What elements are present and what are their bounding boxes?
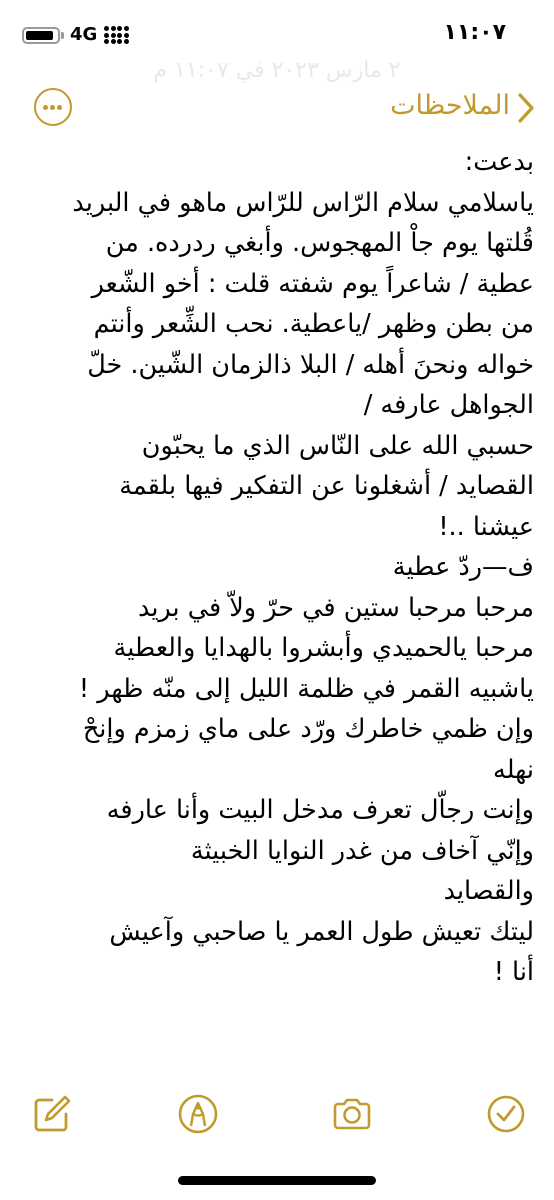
compose-icon[interactable]	[30, 1092, 74, 1136]
note-text-line: خواله ونحنَ أهله / البلا ذالزمان الشّين. خلّ	[87, 349, 534, 380]
camera-icon[interactable]	[330, 1092, 374, 1136]
note-text-line: ياسلامي سلام الرّاس للرّاس ماهو في البريد	[72, 187, 534, 218]
note-text-line: الجواهل عارفه /	[363, 390, 534, 420]
battery-tip	[61, 32, 64, 39]
note-text-line: بدعت:	[464, 147, 534, 177]
network-type: 4G	[70, 24, 98, 45]
note-text-line: ياشبيه القمر في ظلمة الليل إلى منّه ظهر !	[78, 673, 534, 704]
battery-level	[26, 31, 53, 40]
note-text-line: حسبي الله على النّاس الذي ما يحبّون	[141, 430, 534, 461]
status-time: ١١:٠٧	[443, 20, 506, 45]
bottom-toolbar	[0, 1080, 554, 1150]
note-text-line: وإن ظمي خاطرك ورّد على ماي زمزم وإنحْ	[82, 714, 534, 744]
home-indicator[interactable]	[178, 1176, 376, 1185]
note-text-line: قُلتها يوم جاْ المهجوس. وأبغي ردرده. من	[105, 228, 534, 258]
more-options-button[interactable]	[34, 88, 72, 126]
note-date: ٢ مارس ٢٠٢٣ في ١١:٠٧ م	[153, 58, 401, 83]
note-text-line: عطية / شاعراً يوم شفته قلت : أخو الشّعر	[91, 268, 534, 299]
note-text-line: ليتك تعيش طول العمر يا صاحبي وآعيش	[109, 916, 534, 947]
checklist-icon[interactable]	[484, 1092, 528, 1136]
note-body-textarea[interactable]	[24, 142, 534, 1022]
back-button-label[interactable]: الملاحظات	[390, 90, 510, 121]
note-text-line: نهله	[493, 754, 534, 785]
note-text-line: مرحبا يالحميدي وأبشروا بالهدايا والعطية	[113, 633, 534, 663]
nav-bar	[0, 80, 554, 136]
note-text-line: مرحبا مرحبا ستين في حرّ ولاّ في بريد	[137, 592, 534, 623]
signal-strength-icon	[104, 26, 129, 44]
ellipsis-dot	[50, 105, 55, 110]
battery-icon	[22, 27, 60, 44]
ellipsis-circle-icon	[43, 105, 48, 110]
note-text-line: وإنّي آخاف من غدر النوايا الخبيثة	[190, 835, 534, 866]
note-text-line: والقصايد	[443, 876, 534, 906]
note-text-line: أنا !	[493, 957, 534, 987]
ellipsis-dot	[57, 105, 62, 110]
markup-icon[interactable]	[176, 1092, 220, 1136]
note-text-line: ف—ردّ عطية	[392, 552, 534, 582]
chevron-left-icon[interactable]	[516, 92, 536, 124]
note-text-line: وإنت رجاّل تعرف مدخل البيت وأنا عارفه	[106, 795, 534, 825]
note-text-line: من بطن وظهر /ياعطية. نحب الشِّعر وأنتم	[93, 309, 534, 339]
note-text-line: عيشنا ..!	[438, 511, 534, 542]
note-text-line: القصايد / أشغلونا عن التفكير فيها بلقمة	[119, 471, 534, 501]
